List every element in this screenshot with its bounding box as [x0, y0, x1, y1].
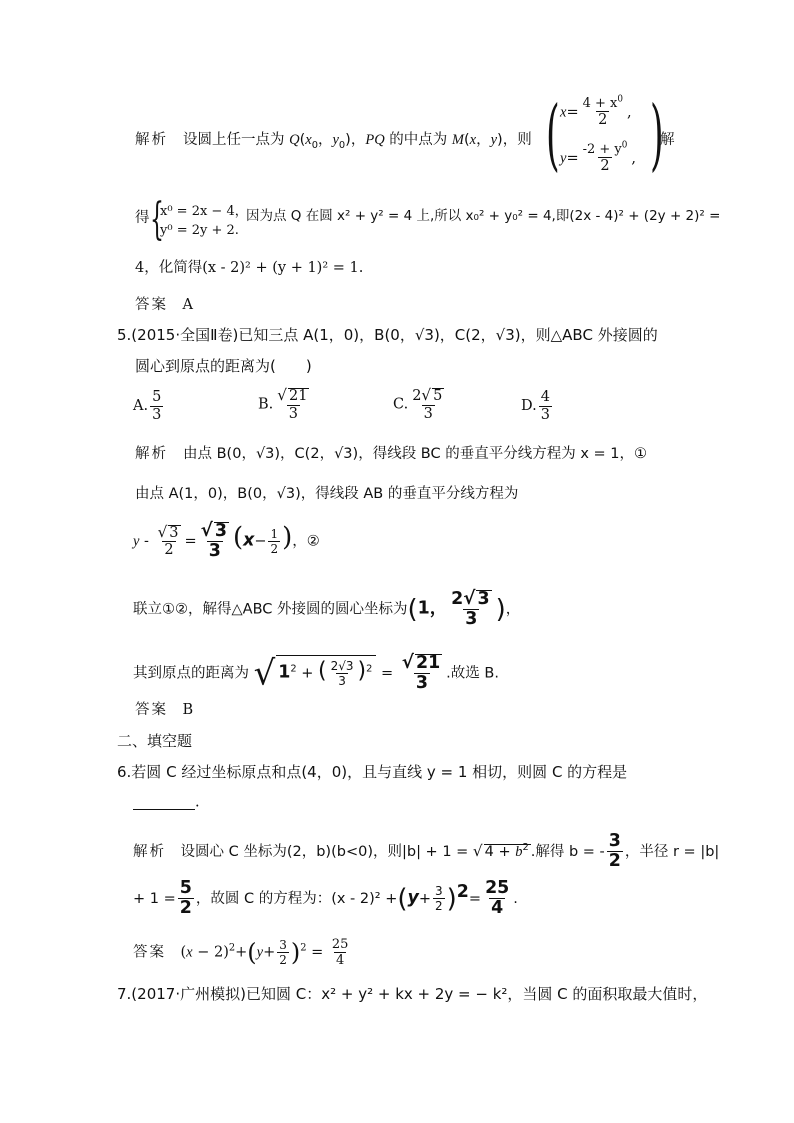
left-brace: ( — [546, 90, 560, 180]
analysis-label: 解析 — [135, 132, 168, 148]
q7-stem-line-1: 7.(2017·广州模拟)已知圆 C：x² + y² + kx + 2y = − k²，当圆 C 的面积取最大值时， — [117, 985, 708, 1003]
q5-analysis-label: 解析 — [135, 446, 168, 462]
q5-option-a[interactable]: A. $\frac{5}{3}$ — [133, 389, 162, 423]
answer-line-3: 答案 $(x - 2)^2+(y+$ $\frac{3}{2}$ )$^2$ = $\frac{25}{4}$ — [133, 937, 349, 968]
answer-line-2: 答案 B — [135, 702, 194, 718]
system2-top: x⁰ = 2x − 4， — [160, 204, 248, 219]
q5-option-c[interactable]: C. $\frac{2√ 5}{3}$ — [393, 386, 443, 422]
system-y-row: y= $\frac{-2 + y^0}{2}$ , — [560, 140, 636, 174]
q6-stem-line-1: 6.若圆 C 经过坐标原点和点(4，0)，且与直线 y = 1 相切，则圆 C 的方程是 — [117, 763, 628, 781]
q5-solution-line-1: 由点 B(0，√3)，C(2，√3)，得线段 BC 的垂直平分线方程为 x = 1，① — [183, 446, 648, 462]
q6-solution-line-1: 解析 设圆心 C 坐标为(2，b)(b<0)，则|b| + 1 = √ $4 + b^2$ .解得 b = - $\frac{3}{2}$ ，半径 r = |b| — [133, 831, 720, 872]
right-paren: ) — [650, 90, 664, 180]
solution-line-2: 因为点 Q 在圆 x² + y² = 4 上,所以 x₀² + y₀² = 4,即(2x - 4)² + (2y + 2)² = — [246, 208, 721, 224]
system2-bottom: y⁰ = 2y + 2. — [160, 223, 239, 238]
solution-line-1-tail: 解 — [660, 132, 675, 148]
q5-stem-line-1: 5.(2015·全国Ⅱ卷)已知三点 A(1，0)，B(0，√3)，C(2，√3)，则△ABC 外接圆的 — [117, 326, 658, 344]
answer-line-1: 答案 A — [135, 297, 193, 313]
q5-stem-line-2: 圆心到原点的距离为( ) — [135, 357, 312, 375]
q6-answer-blank[interactable]: . — [133, 795, 200, 810]
q5-solution-line-2: 由点 A(1，0)，B(0，√3)，得线段 AB 的垂直平分线方程为 — [135, 486, 519, 502]
solution-line-2-lead: 得 — [135, 210, 150, 226]
q6-solution-line-2: + 1 = $\frac{5}{2}$ ，故圆 C 的方程为：(x - 2)² +(y+ $\frac{3}{2}$ )$^2$= $\frac{25}{4}$ . — [133, 878, 518, 919]
q5-solution-line-5: 其到原点的距离为 √ $1^2$ + ( $\frac{2√3}{3}$ )$^2$ = $\frac{√ 21}{3}$ .故选 B. — [133, 652, 499, 694]
solution-line-3: 4，化简得(x - 2)² + (y + 1)² = 1. — [135, 260, 364, 276]
solution-line-1: 设圆上任一点为 $Q(x_0$，$y_0$)，PQ 的中点为 M(x，y)，则 — [183, 132, 532, 151]
q5-option-b[interactable]: B. $\frac{√ 21}{3}$ — [258, 386, 308, 422]
system-x-row: x= $\frac{4 + x^0}{2}$ , — [560, 94, 632, 128]
section-title: 二、填空题 — [117, 732, 193, 750]
q5-option-d[interactable]: D. $\frac{4}{3}$ — [521, 389, 550, 423]
left-brace-2: { — [150, 194, 164, 245]
q5-solution-line-3: y - $\frac{√ 3}{2}$ = $\frac{√ 3}{3}$ (x− $\frac{1}{2}$ )，② — [133, 520, 320, 562]
q5-solution-line-4: 联立①②，解得△ABC 外接圆的圆心坐标为(1， $\frac{2√ 3}{3}$ )， — [133, 588, 521, 630]
